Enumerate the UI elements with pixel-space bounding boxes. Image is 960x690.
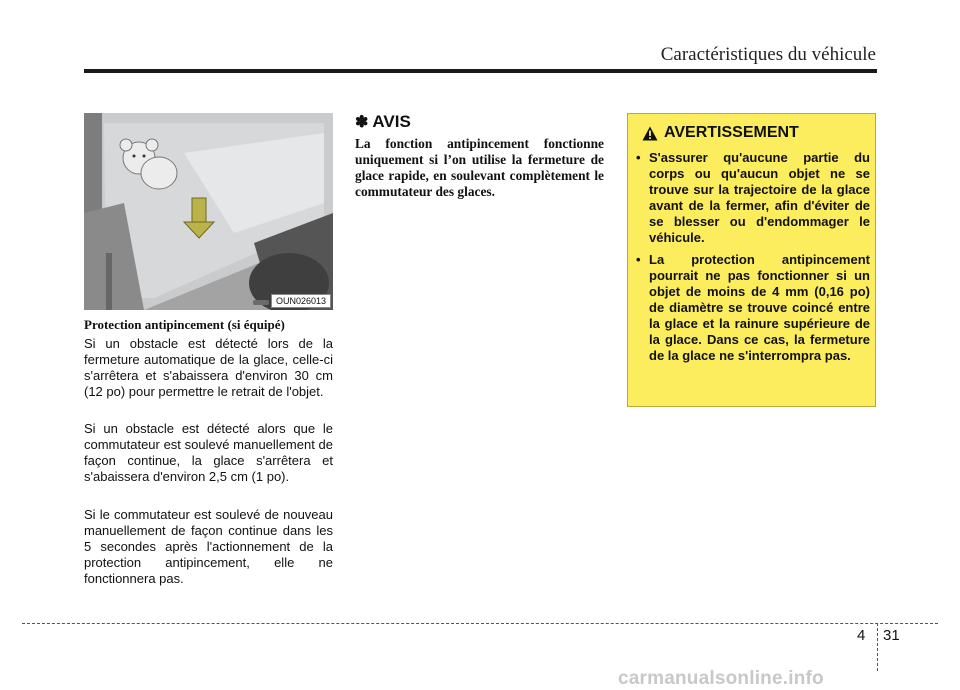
warning-box [627,113,876,407]
notice-heading [355,112,411,132]
figure-caption: Protection antipincement (si équipé) [84,317,285,332]
paragraph-1: Si un obstacle est détecté lors de la fermeture automatique de la glace, celle-ci s'arrêtera et s'abaissera d'environ 30 cm (12 po) pour permettre le retrait de l'objet. [84,336,333,399]
page-header-title: Caractéristiques du véhicule [660,44,876,65]
figure-code-label: OUN026013 [271,294,331,308]
warning-list [634,150,870,370]
footer-divider [877,623,878,671]
window-scene [84,113,333,310]
car-window-illustration [84,113,333,310]
watermark: carmanualsonline.info [618,668,824,689]
warning-header [642,124,799,142]
chapter-number: 4 [857,627,866,644]
notice-heading-text: AVIS [372,112,411,131]
notice-star-icon: ✽ [355,114,369,131]
paragraph-2: Si un obstacle est détecté alors que le commutateur est soulevé manuellement de façon continue, la glace s'arrêtera et s'abaissera d'environ 2,5 cm (1 po). [84,421,333,484]
warning-title: AVERTISSEMENT [664,124,799,141]
paragraph-3: Si le commutateur est soulevé de nouveau manuellement de façon continue dans les 5 secondes après l'actionnement de la protection antipincement, elle ne fonctionnera pas. [84,507,333,586]
warning-item-text: S'assurer qu'aucune partie du corps ou qu'aucun objet ne se trouve sur la trajectoire de la glace avant de la fermer, afin d'éviter de se blesser ou d'endommager le véhicule. [649,150,870,245]
warning-item-text: La protection antipincement pourrait ne pas fonctionner si un objet de moins de 4 mm (0,16 po) de diamètre se trouve coincé entre la glace et la rainure supérieure de la glace. Dans ce cas, la fermeture de la glace ne s'interrompra pas. [649,252,870,363]
warning-bullet: • [636,252,641,267]
figure-tab [253,300,269,305]
warning-triangle-icon [642,126,658,141]
warning-item [634,252,870,364]
footer-rule [22,623,938,624]
header-rule [84,69,877,73]
page-number: 31 [883,627,900,644]
notice-body: La fonction antipincement fonctionne uniquement si l’on utilise la fermeture de glace rapide, en soulevant complètement le commutateur des glaces. [355,136,604,199]
warning-item [634,150,870,246]
warning-bullet: • [636,150,641,165]
